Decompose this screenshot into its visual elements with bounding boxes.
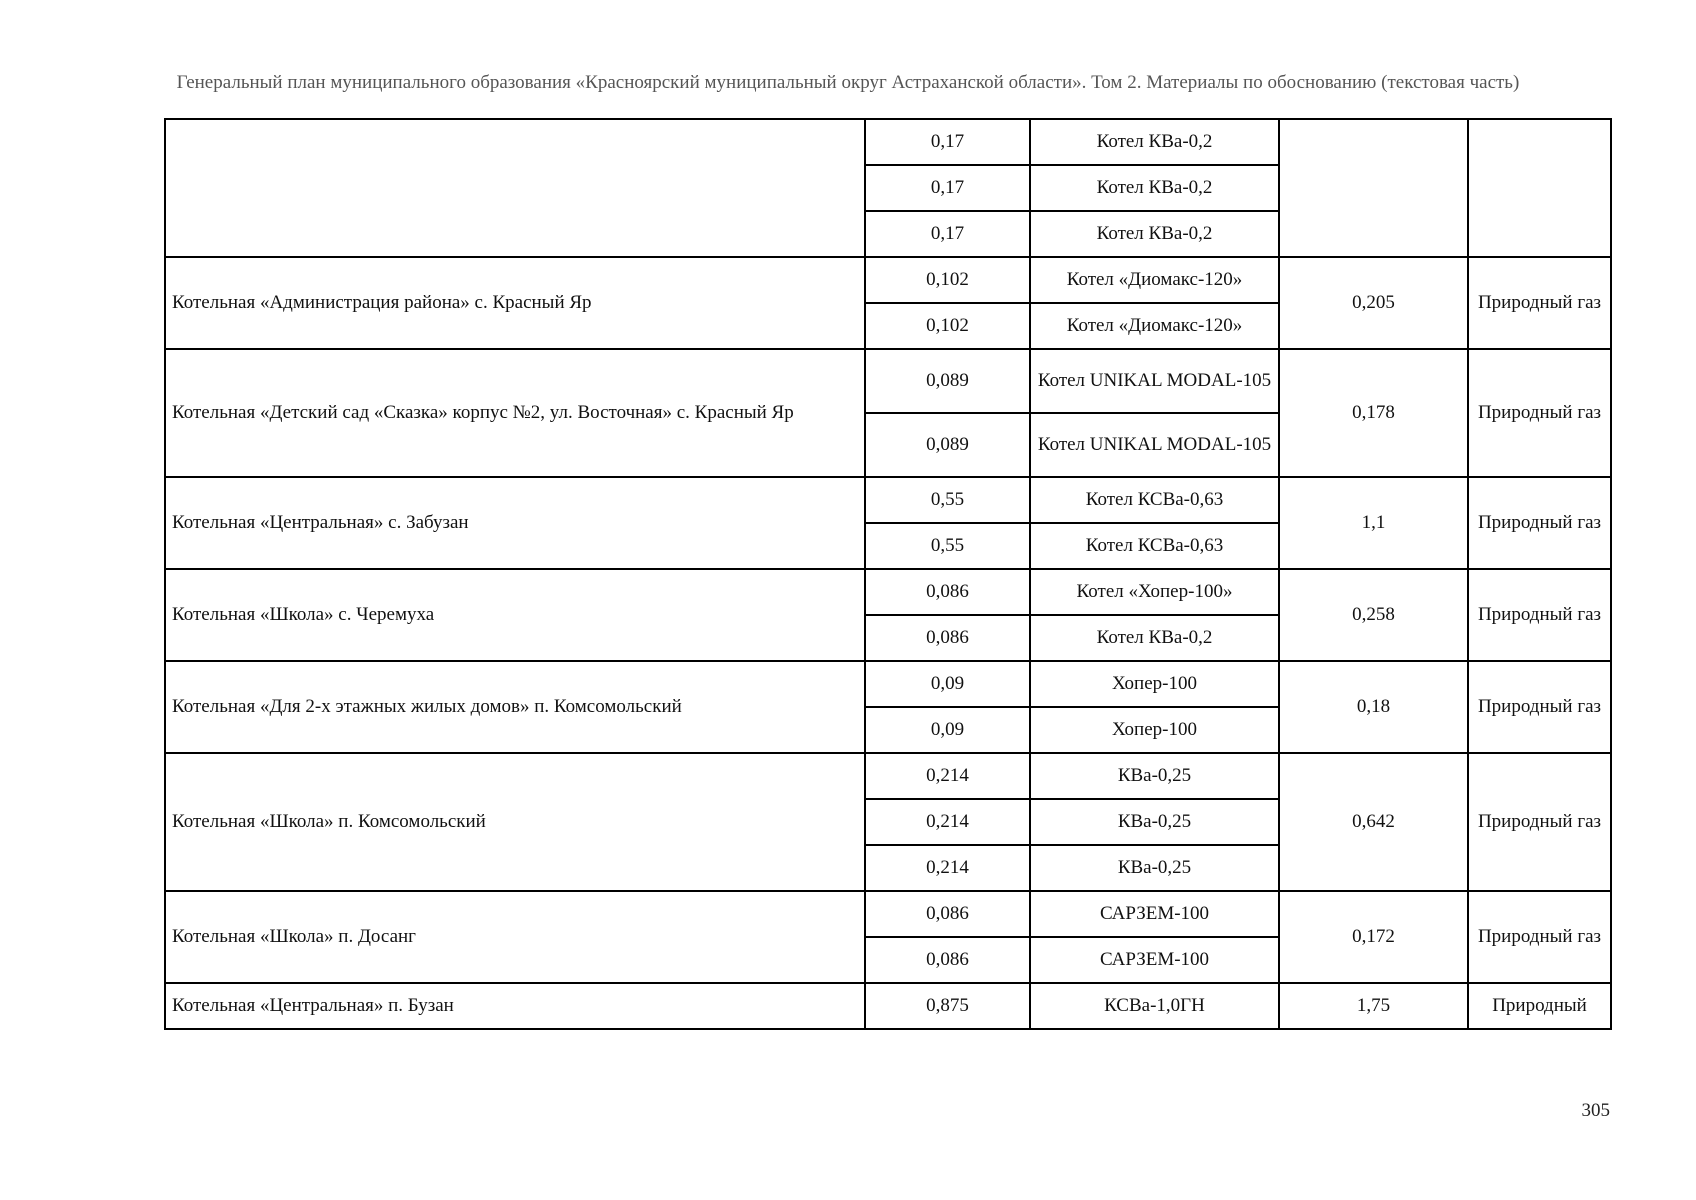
boiler-house-name-cell (165, 119, 865, 257)
boiler-power-cell: 0,09 (865, 707, 1030, 753)
table-row (165, 569, 1611, 615)
boiler-type-cell: Котел «Хопер-100» (1030, 569, 1279, 615)
boiler-power-cell: 0,214 (865, 753, 1030, 799)
boiler-type-cell: Хопер-100 (1030, 661, 1279, 707)
boiler-house-name-cell: Котельная «Центральная» п. Бузан (165, 983, 865, 1029)
boiler-type-cell: Котел «Диомакс-120» (1030, 303, 1279, 349)
boiler-power-cell: 0,55 (865, 523, 1030, 569)
fuel-type-cell (1468, 119, 1611, 257)
fuel-type-cell: Природный газ (1468, 753, 1611, 891)
total-power-cell: 0,258 (1279, 569, 1468, 661)
boiler-power-cell: 0,086 (865, 615, 1030, 661)
boiler-type-cell: Котел UNIKAL MODAL-105 (1030, 349, 1279, 413)
boiler-type-cell: КВа-0,25 (1030, 753, 1279, 799)
boiler-house-name-cell: Котельная «Детский сад «Сказка» корпус №2, ул. Восточная» с. Красный Яр (165, 349, 865, 477)
total-power-cell: 0,642 (1279, 753, 1468, 891)
table-row (165, 753, 1611, 799)
boiler-power-cell: 0,102 (865, 303, 1030, 349)
boiler-type-cell: Котел КВа-0,2 (1030, 165, 1279, 211)
total-power-cell: 0,18 (1279, 661, 1468, 753)
page-number: 305 (1581, 1100, 1610, 1121)
fuel-type-cell: Природный (1468, 983, 1611, 1029)
boiler-type-cell: Хопер-100 (1030, 707, 1279, 753)
boiler-type-cell: Котел КСВа-0,63 (1030, 477, 1279, 523)
table-row (165, 349, 1611, 413)
table-row (165, 119, 1611, 165)
boiler-type-cell: КВа-0,25 (1030, 845, 1279, 891)
boiler-house-name-cell: Котельная «Школа» с. Черемуха (165, 569, 865, 661)
boiler-type-cell: Котел UNIKAL MODAL-105 (1030, 413, 1279, 477)
boiler-table-body (165, 119, 1611, 1029)
table-row (165, 983, 1611, 1029)
table-row (165, 257, 1611, 303)
boiler-house-name-cell: Котельная «Центральная» с. Забузан (165, 477, 865, 569)
fuel-type-cell: Природный газ (1468, 349, 1611, 477)
boiler-type-cell: Котел КСВа-0,63 (1030, 523, 1279, 569)
boiler-house-name-cell: Котельная «Для 2-х этажных жилых домов» п. Комсомольский (165, 661, 865, 753)
boiler-type-cell: САРЗЕМ-100 (1030, 891, 1279, 937)
boiler-table (164, 118, 1612, 1030)
boiler-table-container (164, 118, 1610, 1030)
boiler-type-cell: Котел КВа-0,2 (1030, 615, 1279, 661)
boiler-house-name-cell: Котельная «Администрация района» с. Красный Яр (165, 257, 865, 349)
boiler-type-cell: САРЗЕМ-100 (1030, 937, 1279, 983)
boiler-type-cell: Котел КВа-0,2 (1030, 211, 1279, 257)
boiler-power-cell: 0,089 (865, 413, 1030, 477)
fuel-type-cell: Природный газ (1468, 257, 1611, 349)
boiler-power-cell: 0,17 (865, 165, 1030, 211)
fuel-type-cell: Природный газ (1468, 477, 1611, 569)
fuel-type-cell: Природный газ (1468, 569, 1611, 661)
boiler-power-cell: 0,09 (865, 661, 1030, 707)
boiler-power-cell: 0,086 (865, 569, 1030, 615)
boiler-house-name-cell: Котельная «Школа» п. Досанг (165, 891, 865, 983)
boiler-type-cell: Котел «Диомакс-120» (1030, 257, 1279, 303)
total-power-cell: 0,172 (1279, 891, 1468, 983)
total-power-cell (1279, 119, 1468, 257)
boiler-power-cell: 0,086 (865, 937, 1030, 983)
total-power-cell: 1,1 (1279, 477, 1468, 569)
fuel-type-cell: Природный газ (1468, 891, 1611, 983)
boiler-power-cell: 0,875 (865, 983, 1030, 1029)
boiler-power-cell: 0,086 (865, 891, 1030, 937)
total-power-cell: 0,178 (1279, 349, 1468, 477)
boiler-power-cell: 0,17 (865, 119, 1030, 165)
table-row (165, 661, 1611, 707)
table-row (165, 477, 1611, 523)
boiler-power-cell: 0,102 (865, 257, 1030, 303)
total-power-cell: 0,205 (1279, 257, 1468, 349)
boiler-power-cell: 0,55 (865, 477, 1030, 523)
running-header: Генеральный план муниципального образования «Красноярский муниципальный округ Астраханской области». Том 2. Материалы по обоснованию (текстовая часть) (176, 72, 1520, 93)
boiler-power-cell: 0,089 (865, 349, 1030, 413)
boiler-power-cell: 0,17 (865, 211, 1030, 257)
boiler-house-name-cell: Котельная «Школа» п. Комсомольский (165, 753, 865, 891)
table-row (165, 891, 1611, 937)
boiler-power-cell: 0,214 (865, 845, 1030, 891)
boiler-type-cell: КСВа-1,0ГН (1030, 983, 1279, 1029)
boiler-type-cell: КВа-0,25 (1030, 799, 1279, 845)
boiler-type-cell: Котел КВа-0,2 (1030, 119, 1279, 165)
total-power-cell: 1,75 (1279, 983, 1468, 1029)
boiler-power-cell: 0,214 (865, 799, 1030, 845)
fuel-type-cell: Природный газ (1468, 661, 1611, 753)
